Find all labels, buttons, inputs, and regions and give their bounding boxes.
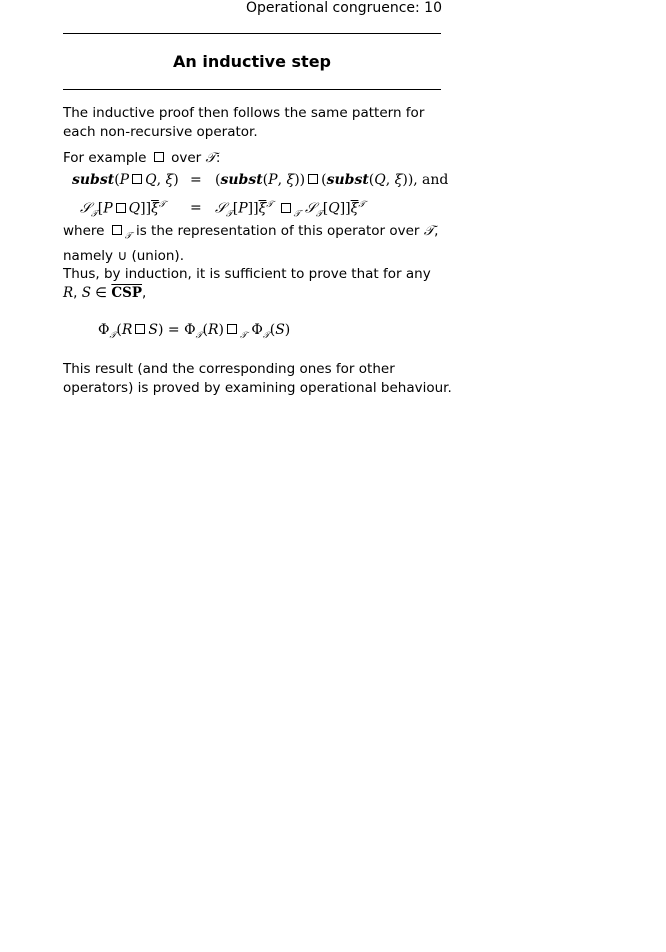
where-paragraph: where $_𝒯$ is the representation of this operator over 𝒯, namely ∪ (union).: [63, 223, 439, 264]
equation-semantics-rhs: $𝒮_𝒯[P]]\overline{\xi}^𝒯$ $_𝒯$ $𝒮_𝒯[Q]]\overline{\xi}^𝒯$: [215, 200, 366, 220]
conclusion-paragraph: This result (and the corresponding ones for other operators) is proved by examining operational behaviour.: [63, 361, 452, 396]
equation-subst-rhs: (subst(P, ξ)) (subst(Q, ξ)),: [215, 172, 418, 188]
example-lead: For example: [63, 150, 147, 166]
example-line: For example over 𝒯:: [63, 150, 221, 166]
equation-subst: subst(P Q, ξ): [72, 172, 179, 188]
equation-semantics: 𝒮$_𝒯$[P $Q]]\overline{\xi}^𝒯$: [80, 200, 166, 220]
running-header: Operational congruence: 10: [245, 0, 442, 16]
phi-equation: $\Phi_𝒯(R$ $S) = \Phi_𝒯(R)$ $_𝒯$ $\Phi_𝒯(S)$: [98, 322, 291, 341]
thus-paragraph: Thus, by induction, it is sufficient to prove that for any R, S ∈ $\overline{CSP}$,: [63, 266, 431, 301]
trace-model-symbol: 𝒯: [205, 150, 216, 166]
intro-paragraph: The inductive proof then follows the same pattern for each non-recursive operator.: [63, 105, 425, 140]
equation-subst-rel: =: [190, 172, 202, 188]
title-rule: [63, 89, 441, 90]
equation-and: and: [422, 172, 449, 188]
external-choice-symbol: [154, 152, 164, 162]
slide-title: An inductive step: [172, 52, 331, 71]
example-over: over: [171, 150, 202, 166]
top-rule: [63, 33, 441, 34]
equation-semantics-rel: =: [190, 200, 202, 216]
